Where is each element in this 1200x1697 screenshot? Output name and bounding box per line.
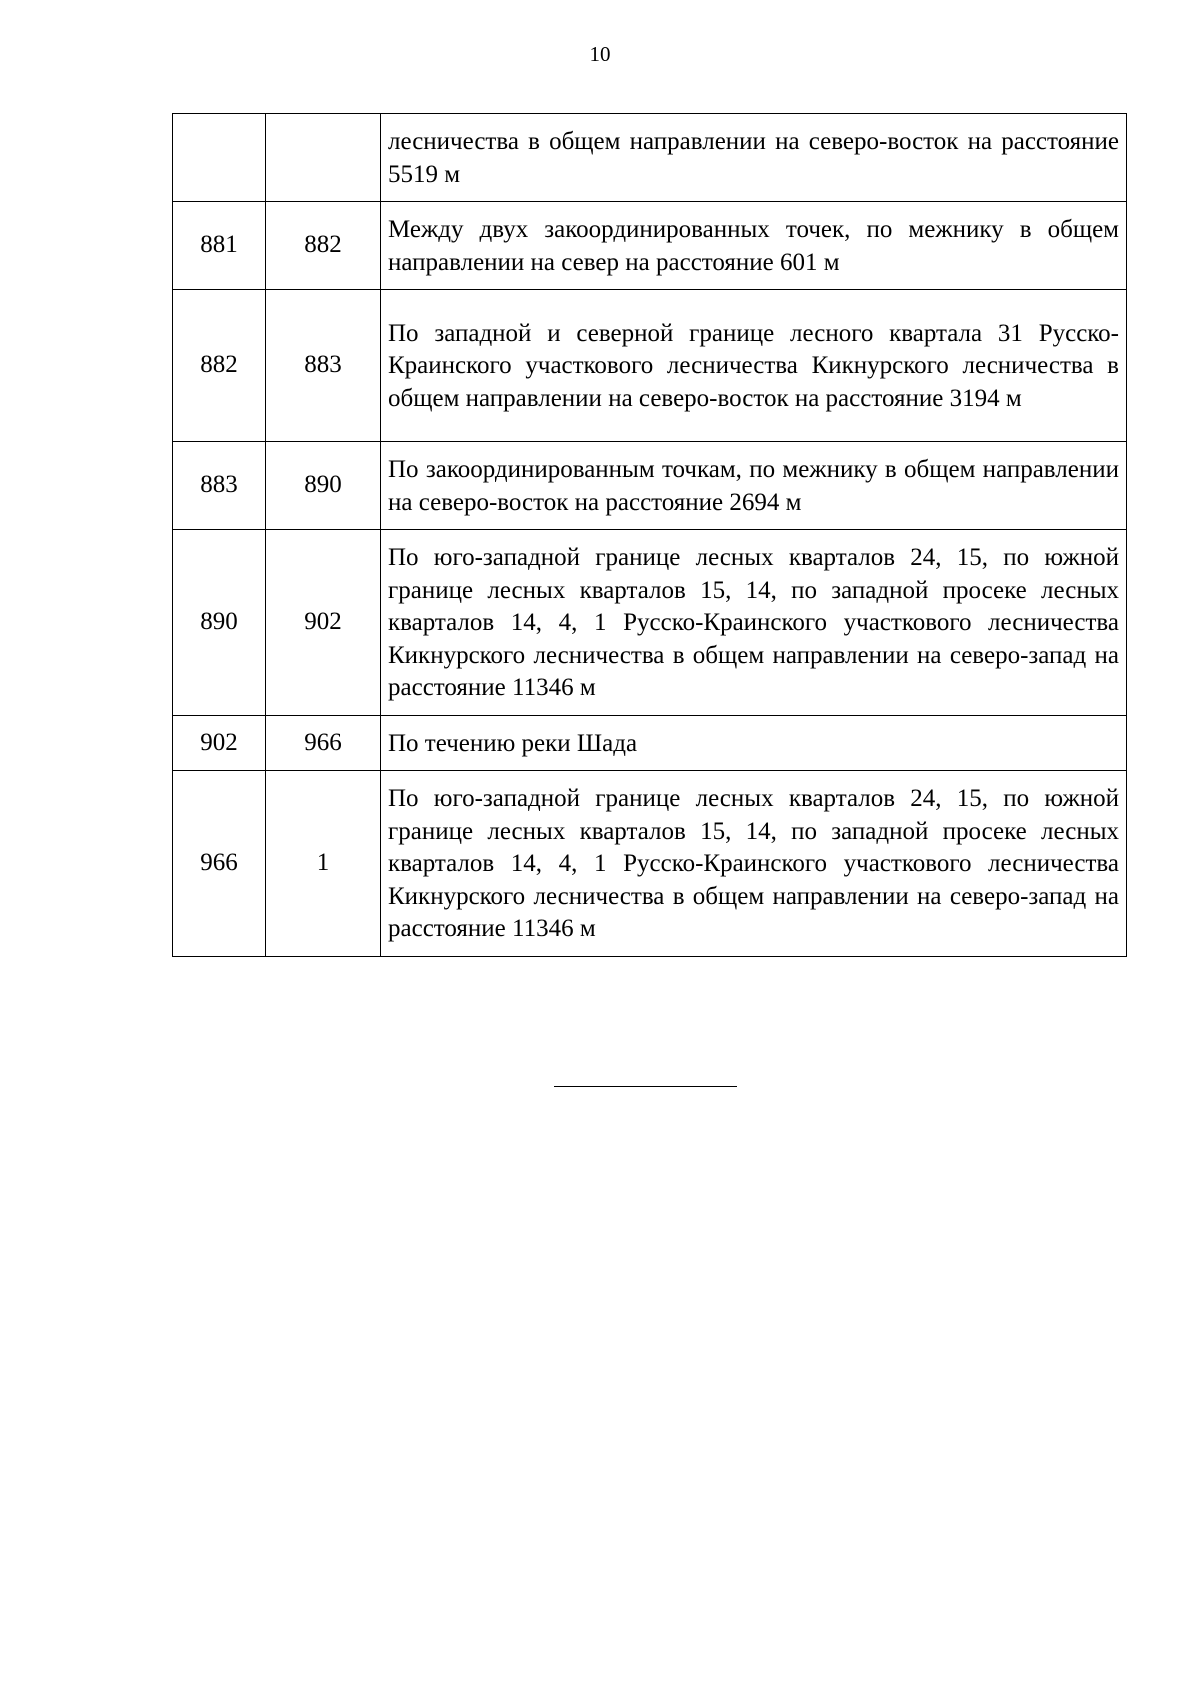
from-point-cell: 883 [173,442,266,530]
to-point-cell: 883 [266,290,381,442]
from-point-cell: 966 [173,771,266,957]
table-row [173,202,1127,290]
from-point-cell: 882 [173,290,266,442]
to-point-cell: 890 [266,442,381,530]
boundary-description-cell: По западной и северной границе лесного квартала 31 Русско-Краинского участкового лесничества Кикнурского лесничества в общем направлении на северо-восток на расстояние 3194 м [381,290,1127,442]
boundary-description-cell: Между двух закоординированных точек, по межнику в общем направлении на север на расстояние 601 м [381,202,1127,290]
to-point-cell: 966 [266,715,381,771]
page-number: 10 [589,42,611,66]
boundary-description-cell: лесничества в общем направлении на северо-восток на расстояние 5519 м [381,114,1127,202]
end-separator-line [554,1086,737,1087]
from-point-cell: 890 [173,530,266,716]
boundary-description-cell: По закоординированным точкам, по межнику в общем направлении на северо-восток на расстояние 2694 м [381,442,1127,530]
from-point-cell: 881 [173,202,266,290]
table-row [173,715,1127,771]
table-row [173,114,1127,202]
to-point-cell: 1 [266,771,381,957]
from-point-cell: 902 [173,715,266,771]
boundary-description-cell: По течению реки Шада [381,715,1127,771]
table-row [173,290,1127,442]
boundary-description-cell: По юго-западной границе лесных кварталов 24, 15, по южной границе лесных кварталов 15, 14, по западной просеке лесных кварталов 14, 4, 1 Русско-Краинского участкового лесничества Кикнурского лесничества в общем направлении на северо-запад на расстояние 11346 м [381,771,1127,957]
to-point-cell: 882 [266,202,381,290]
to-point-cell [266,114,381,202]
table-row [173,442,1127,530]
from-point-cell [173,114,266,202]
boundary-description-table [172,113,1127,957]
table-row [173,771,1127,957]
boundary-description-cell: По юго-западной границе лесных кварталов 24, 15, по южной границе лесных кварталов 15, 14, по западной просеке лесных кварталов 14, 4, 1 Русско-Краинского участкового лесничества Кикнурского лесничества в общем направлении на северо-запад на расстояние 11346 м [381,530,1127,716]
to-point-cell: 902 [266,530,381,716]
table-row [173,530,1127,716]
